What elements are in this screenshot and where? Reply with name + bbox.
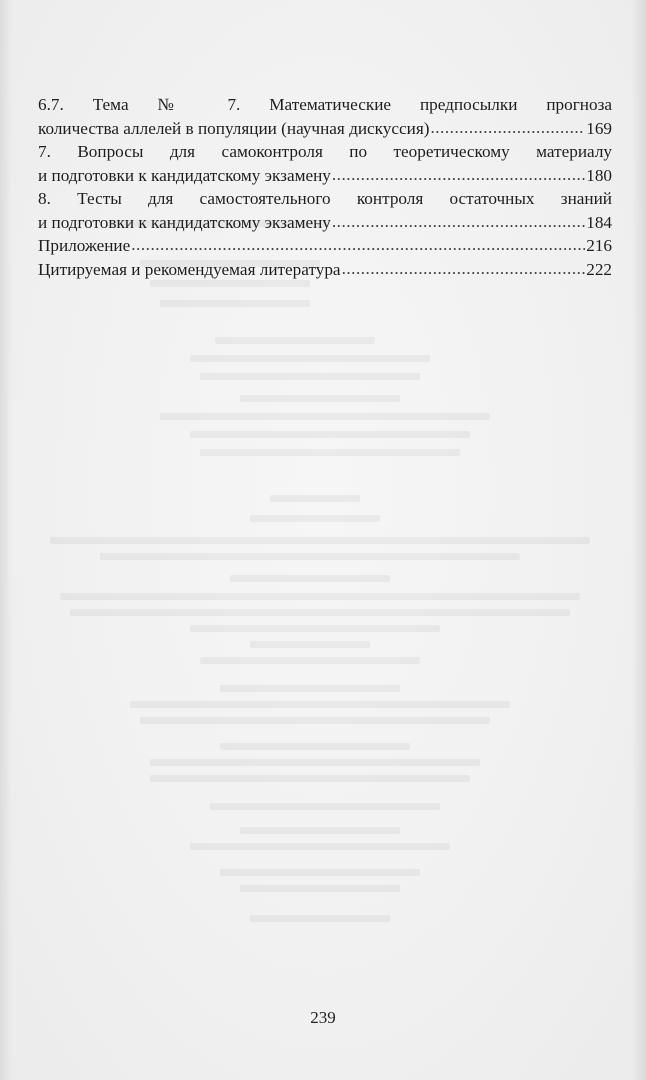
toc-page-number: 180 xyxy=(586,165,612,185)
toc-entry-title-line: количества аллелей в популяции (научная дискуссия) xyxy=(38,118,430,138)
toc-page-number: 184 xyxy=(586,212,612,232)
table-of-contents xyxy=(38,93,612,281)
toc-entry-title-line: 7. Вопросы для самоконтроля по теоретическому материалу xyxy=(38,142,612,161)
toc-entry xyxy=(38,234,612,258)
toc-entry-title-line: Цитируемая и рекомендуемая литература xyxy=(38,259,341,279)
toc-entry-last-line xyxy=(38,117,612,141)
toc-entry-title-line: Приложение xyxy=(38,236,131,255)
toc-entry-last-line xyxy=(38,164,612,188)
dot-leader xyxy=(131,233,585,257)
toc-page-number: 222 xyxy=(586,259,612,279)
dot-leader xyxy=(342,257,586,281)
toc-entry-title-line: и подготовки к кандидатскому экзамену xyxy=(38,212,331,232)
toc-entry xyxy=(38,187,612,234)
toc-entry-title-line: и подготовки к кандидатскому экзамену xyxy=(38,165,331,185)
toc-entry-last-line xyxy=(38,258,612,282)
toc-entry xyxy=(38,140,612,187)
toc-page-number: 216 xyxy=(586,236,612,255)
toc-entry xyxy=(38,93,612,140)
page-edge-shadow-right xyxy=(632,0,646,1080)
dot-leader xyxy=(430,116,585,140)
toc-entry-last-line xyxy=(38,211,612,235)
toc-entry-title-line: 6.7. Тема № 7. Математические предпосылки прогноза xyxy=(38,95,612,114)
toc-entry-last-line xyxy=(38,234,612,258)
page-edge-shadow-left xyxy=(0,0,12,1080)
page-number: 239 xyxy=(310,1008,336,1027)
toc-entry-title-line: 8. Тесты для самостоятельного контроля остаточных знаний xyxy=(38,189,612,208)
show-through-shadow xyxy=(40,215,606,935)
dot-leader xyxy=(332,210,585,234)
toc-page-number: 169 xyxy=(586,118,612,138)
dot-leader xyxy=(332,163,585,187)
toc-entry xyxy=(38,258,612,282)
